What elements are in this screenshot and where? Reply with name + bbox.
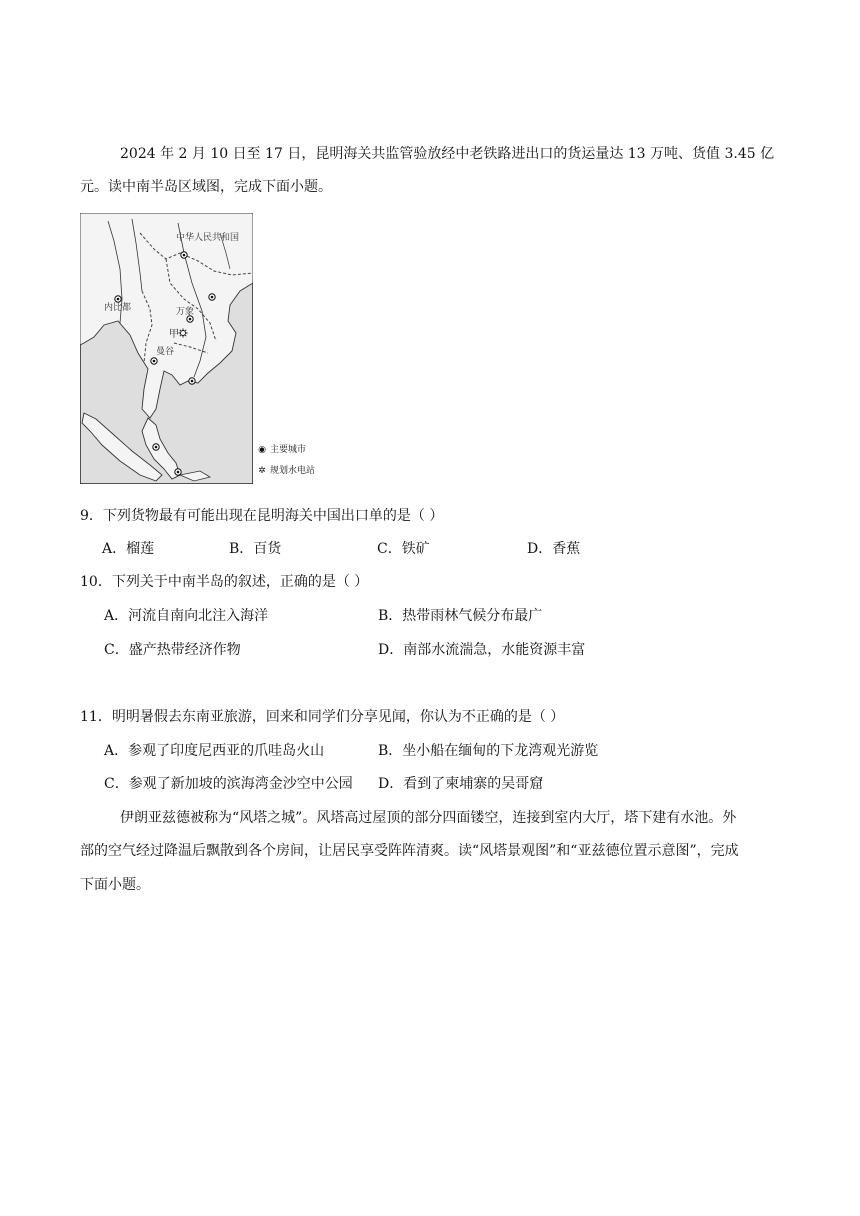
- legend-label-city: 主要城市: [270, 445, 307, 455]
- question-stem: 9．下列货物最有可能出现在昆明海关中国出口单的是（ ）: [80, 508, 444, 524]
- map-label-naypyidaw: 内比都: [104, 303, 132, 313]
- option-a[interactable]: A．河流自南向北注入海洋: [104, 608, 269, 624]
- option-d[interactable]: D．香蕉: [527, 541, 581, 557]
- option-c[interactable]: C．铁矿: [377, 541, 430, 557]
- legend-item-hydro: [257, 465, 315, 477]
- intro-paragraph-line: 下面小题。: [80, 877, 150, 893]
- map-label-jia: 甲: [169, 329, 179, 340]
- map-label-china: 中华人民共和国: [176, 233, 240, 243]
- option-a[interactable]: A．参观了印度尼西亚的爪哇岛火山: [104, 743, 325, 759]
- option-b[interactable]: B．坐小船在缅甸的下龙湾观光游览: [378, 743, 599, 759]
- legend-item-city: [257, 444, 306, 456]
- map-label-bangkok: 曼谷: [156, 347, 175, 357]
- indochina-map: [80, 213, 253, 484]
- question-stem: 10．下列关于中南半岛的叙述，正确的是（ ）: [80, 574, 369, 590]
- option-c[interactable]: C．参观了新加坡的滨海湾金沙空中公园: [104, 776, 353, 792]
- city-dot-icon: ◉: [258, 445, 266, 455]
- option-d[interactable]: D．南部水流湍急，水能资源丰富: [378, 642, 586, 658]
- option-b[interactable]: B．热带雨林气候分布最广: [378, 608, 543, 624]
- intro-paragraph-line: 元。读中南半岛区域图，完成下面小题。: [80, 179, 332, 195]
- hydro-station-icon: ✲: [258, 466, 266, 476]
- legend-label-hydro: 规划水电站: [270, 466, 316, 476]
- option-d[interactable]: D．看到了柬埔寨的吴哥窟: [378, 776, 544, 792]
- question-stem: 11．明明暑假去东南亚旅游，回来和同学们分享见闻，你认为不正确的是（ ）: [80, 709, 565, 725]
- map-label-vientiane: 万象: [176, 307, 195, 317]
- intro-paragraph-line: 伊朗亚兹德被称为“风塔之城”。风塔高过屋顶的部分四面镂空，连接到室内大厅，塔下建有水池。外: [120, 810, 737, 826]
- option-b[interactable]: B．百货: [229, 541, 282, 557]
- indochina-map-graphic: [80, 213, 253, 484]
- option-a[interactable]: A．榴莲: [102, 541, 155, 557]
- intro-paragraph-line: 2024 年 2 月 10 日至 17 日，昆明海关共监管验放经中老铁路进出口的货运量达 13 万吨、货值 3.45 亿: [120, 146, 775, 162]
- option-c[interactable]: C．盛产热带经济作物: [104, 642, 241, 658]
- intro-paragraph-line: 部的空气经过降温后飘散到各个房间，让居民享受阵阵清爽。读“风塔景观图”和“亚兹德位置示意图”，完成: [80, 843, 739, 859]
